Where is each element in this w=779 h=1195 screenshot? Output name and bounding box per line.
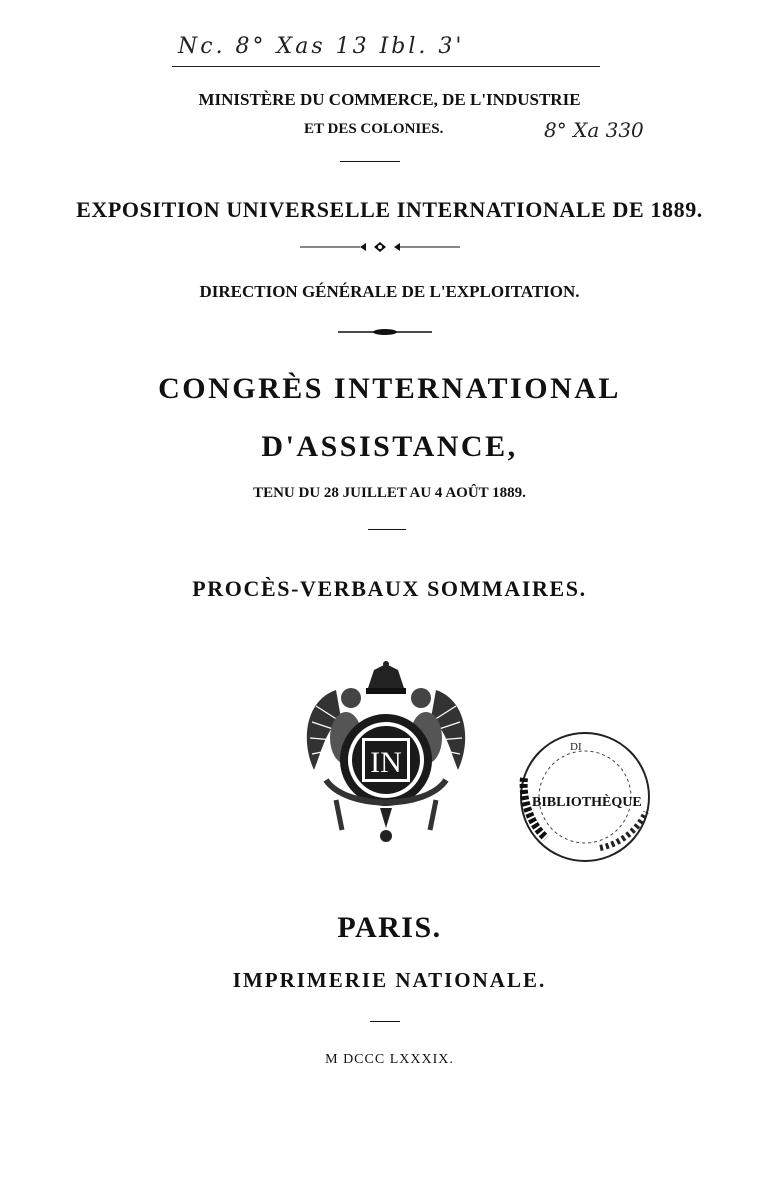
congress-dates: TENU DU 28 JUILLET AU 4 AOÛT 1889.	[253, 485, 526, 501]
svg-text:DI: DI	[570, 741, 582, 753]
imprint-printer: IMPRIMERIE NATIONALE.	[232, 968, 547, 992]
direction-title: DIRECTION GÉNÉRALE DE L'EXPLOITATION.	[199, 282, 580, 301]
congress-title-line-2: D'ASSISTANCE,	[261, 430, 518, 463]
subtitle: PROCÈS-VERBAUX SOMMAIRES.	[192, 576, 587, 601]
imprint-year: M DCCC LXXXIX.	[325, 1052, 454, 1067]
imprimerie-emblem	[296, 660, 476, 860]
ministry-line-2: ET DES COLONIES.	[304, 121, 444, 137]
top-note-underline	[172, 66, 600, 67]
divider-3	[370, 1021, 400, 1022]
stamp-text: BIBLIOTHÈQUE	[532, 795, 642, 810]
handwritten-shelfmark: 8° Xa 330	[544, 118, 644, 142]
emblem-monogram: IN	[370, 746, 402, 779]
exposition-title: EXPOSITION UNIVERSELLE INTERNATIONALE DE 1889.	[76, 197, 703, 222]
imprint-city: PARIS.	[337, 911, 442, 944]
handwritten-top-note: Nc. 8° Xas 13 Ibl. 3'	[178, 34, 465, 59]
ministry-line-1: MINISTÈRE DU COMMERCE, DE L'INDUSTRIE	[198, 90, 581, 109]
congress-title-line-1: CONGRÈS INTERNATIONAL	[158, 372, 621, 405]
library-stamp	[510, 726, 660, 868]
divider-2	[368, 529, 406, 530]
ornament-divider-1	[300, 240, 460, 254]
ornament-divider-2	[338, 327, 432, 337]
divider-1	[340, 161, 400, 162]
